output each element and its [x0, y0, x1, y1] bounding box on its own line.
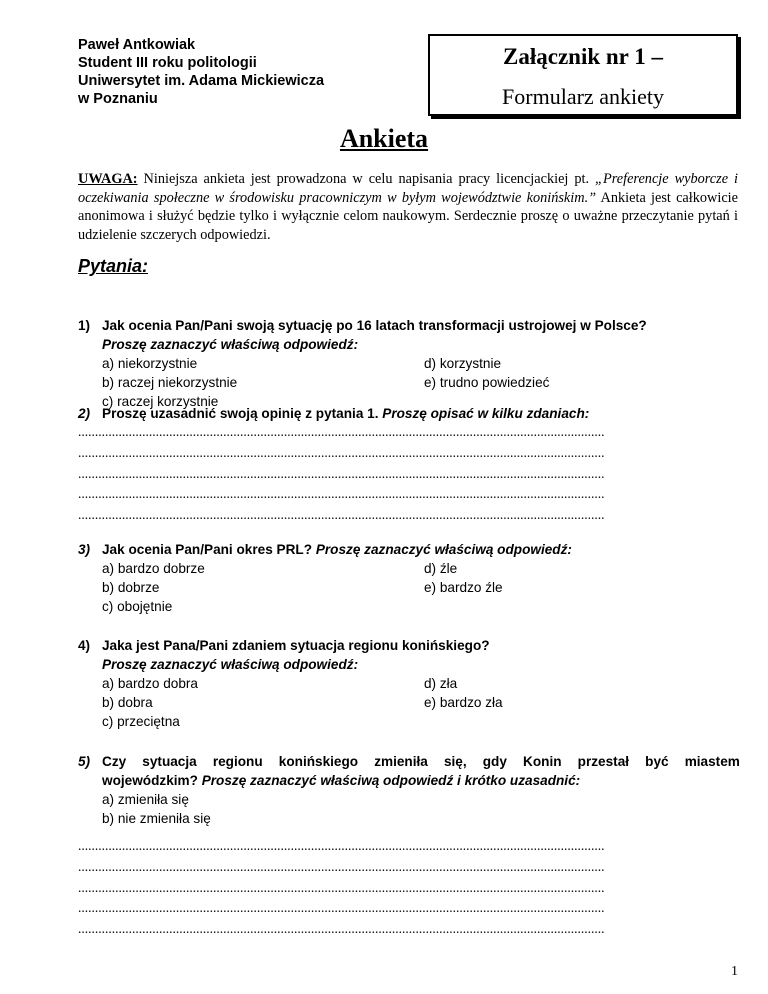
answer-option[interactable]: d) zła [424, 676, 458, 691]
word: być [645, 754, 669, 769]
answer-option[interactable]: c) raczej korzystnie [102, 394, 219, 409]
word: przestał [577, 754, 630, 769]
word: gdy [482, 754, 507, 769]
answer-line[interactable]: ............................................................................................................................................................ [78, 424, 605, 439]
question-4 [78, 636, 740, 731]
answer-option[interactable]: a) bardzo dobra [102, 676, 198, 691]
question-text-line-1 [102, 752, 740, 771]
answer-option[interactable]: e) bardzo zła [424, 695, 503, 710]
intro-label: UWAGA: [78, 171, 138, 187]
question-instruction: Proszę zaznaczyć właściwą odpowiedź: [102, 337, 359, 352]
question-instruction: Proszę zaznaczyć właściwą odpowiedź i krótko uzasadnić: [197, 773, 581, 788]
answer-line[interactable]: ............................................................................................................................................................ [78, 486, 605, 502]
question-3 [78, 540, 740, 616]
answer-option[interactable]: e) bardzo źle [424, 580, 503, 595]
word: sytuacja [142, 754, 197, 769]
word: miastem [684, 754, 740, 769]
answer-option[interactable]: b) raczej niekorzystnie [102, 375, 238, 390]
word: się, [443, 754, 467, 769]
answer-line[interactable]: ............................................................................................................................................................ [78, 465, 605, 481]
intro-text-2: Ankieta jest całkowicie anonimowa i służyć będzie tylko i wyłącznie celom naukowym. Serdecznie proszę o uważne przeczytanie pytań i udzielenie szczerych odpowiedzi. [78, 189, 738, 243]
question-instruction: Proszę opisać w kilku zdaniach: [378, 406, 590, 421]
annex-subtitle: Formularz ankiety [502, 84, 664, 109]
annex-box [428, 34, 738, 116]
answer-option[interactable]: a) niekorzystnie [102, 356, 198, 371]
question-text: Jak ocenia Pan/Pani okres PRL? [102, 542, 313, 557]
answer-option[interactable]: b) dobra [102, 695, 153, 710]
page-title: Ankieta [339, 124, 429, 153]
question-text: Proszę uzasadnić swoją opinię z pytania 1. [102, 406, 379, 421]
answer-line[interactable]: ............................................................................................................................................................ [78, 900, 605, 916]
question-number: 1) [78, 318, 91, 333]
answer-line[interactable]: ............................................................................................................................................................ [78, 921, 605, 937]
intro-text-1: Niniejsza ankieta jest prowadzona w celu napisania pracy licencjackiej pt. [137, 171, 596, 187]
answer-lines-q2[interactable] [78, 422, 740, 526]
answer-line[interactable]: ............................................................................................................................................................ [78, 507, 605, 523]
question-text-line-2: wojewódzkim? [102, 773, 198, 788]
answer-option[interactable]: d) korzystnie [424, 356, 502, 371]
word: regionu [212, 754, 263, 769]
question-instruction: Proszę zaznaczyć właściwą odpowiedź: [312, 542, 572, 557]
question-text: Jaka jest Pana/Pani zdaniem sytuacja regionu konińskiego? [102, 638, 490, 653]
question-instruction: Proszę zaznaczyć właściwą odpowiedź: [102, 657, 359, 672]
question-number: 5) [78, 754, 91, 769]
author-name: Paweł Antkowiak [78, 37, 196, 53]
question-5 [78, 752, 740, 828]
question-1 [78, 316, 740, 411]
answer-line[interactable]: ............................................................................................................................................................ [78, 879, 605, 895]
annex-title: Załącznik nr 1 – [503, 44, 663, 69]
answer-line[interactable]: ............................................................................................................................................................ [78, 838, 605, 853]
answer-option[interactable]: c) przeciętna [102, 714, 180, 729]
word: Konin [523, 754, 562, 769]
answer-line[interactable]: ............................................................................................................................................................ [78, 858, 605, 874]
answer-option[interactable]: a) zmieniła się [102, 792, 189, 807]
answer-option[interactable]: c) obojętnie [102, 599, 173, 614]
word: konińskiego [278, 754, 359, 769]
question-number: 4) [78, 638, 91, 653]
section-heading: Pytania: [78, 256, 149, 276]
question-text: Jak ocenia Pan/Pani swoją sytuację po 16 latach transformacji ustrojowej w Polsce? [102, 318, 647, 333]
word: Czy [102, 754, 127, 769]
intro-paragraph [78, 170, 738, 244]
answer-option[interactable]: a) bardzo dobrze [102, 561, 205, 576]
intro-thesis-title: „Preferencje wyborcze i oczekiwania społeczne w środowisku pracowniczym w byłym województwie konińskim.” [78, 171, 738, 206]
answer-option[interactable]: b) dobrze [102, 580, 160, 595]
author-block [78, 36, 324, 108]
question-number: 3) [78, 542, 91, 557]
author-study: Student III roku politologii [78, 55, 257, 71]
answer-lines-q5[interactable] [78, 836, 740, 940]
author-university: Uniwersytet im. Adama Mickiewicza [78, 73, 325, 89]
answer-line[interactable]: ............................................................................................................................................................ [78, 444, 605, 460]
answer-option[interactable]: b) nie zmieniła się [102, 811, 211, 826]
question-number: 2) [78, 406, 91, 421]
word: zmieniła [374, 754, 428, 769]
author-city: w Poznaniu [78, 91, 158, 107]
page-number: 1 [731, 964, 738, 979]
answer-option[interactable]: d) źle [424, 561, 458, 576]
answer-option[interactable]: e) trudno powiedzieć [424, 375, 550, 390]
question-2 [78, 404, 740, 423]
